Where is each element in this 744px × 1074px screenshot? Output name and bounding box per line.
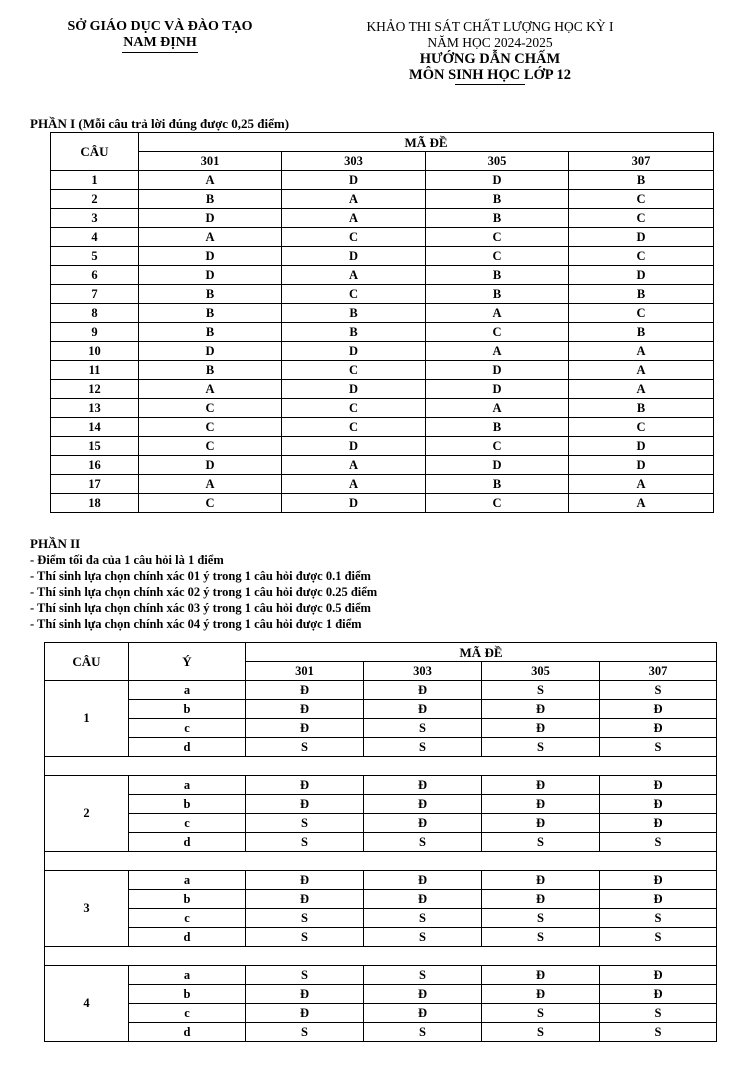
exam-heading — [330, 19, 650, 85]
statement-letter: c — [129, 1004, 246, 1023]
answer-cell: S — [482, 909, 600, 928]
answer-cell: C — [426, 323, 569, 342]
table-row — [51, 418, 714, 437]
table-row — [51, 323, 714, 342]
answer-cell: D — [139, 209, 282, 228]
question-number: 3 — [51, 209, 139, 228]
scoring-note: - Điểm tối đa của 1 câu hỏi là 1 điểm — [30, 553, 224, 567]
answer-cell: S — [482, 833, 600, 852]
answer-cell: S — [482, 928, 600, 947]
answer-cell: Đ — [246, 1004, 364, 1023]
answer-cell: S — [600, 1004, 717, 1023]
table-row — [51, 266, 714, 285]
answer-cell: Đ — [482, 719, 600, 738]
answer-cell: A — [139, 380, 282, 399]
table-row — [45, 1004, 717, 1023]
part2-code-303: 303 — [364, 662, 482, 681]
answer-cell: S — [246, 738, 364, 757]
answer-cell: C — [282, 418, 426, 437]
answer-cell: C — [139, 494, 282, 513]
title-underline — [455, 84, 525, 85]
part2-notes — [30, 552, 377, 632]
statement-letter: d — [129, 738, 246, 757]
answer-cell: Đ — [364, 795, 482, 814]
statement-letter: a — [129, 966, 246, 985]
answer-cell: B — [426, 418, 569, 437]
question-number: 15 — [51, 437, 139, 456]
answer-cell: A — [569, 494, 714, 513]
table-row — [45, 966, 717, 985]
answer-cell: S — [246, 1023, 364, 1042]
question-number: 17 — [51, 475, 139, 494]
question-number: 9 — [51, 323, 139, 342]
question-number: 1 — [45, 681, 129, 757]
subject-title: MÔN SINH HỌC LỚP 12 — [409, 67, 571, 83]
answer-cell: S — [364, 966, 482, 985]
answer-cell: C — [139, 437, 282, 456]
answer-cell: A — [426, 304, 569, 323]
table-row — [45, 738, 717, 757]
answer-cell: S — [246, 814, 364, 833]
answer-cell: Đ — [246, 681, 364, 700]
answer-cell: B — [139, 285, 282, 304]
answer-cell: C — [282, 399, 426, 418]
answer-cell: Đ — [364, 985, 482, 1004]
statement-letter: a — [129, 871, 246, 890]
answer-cell: Đ — [364, 776, 482, 795]
answer-cell: B — [282, 323, 426, 342]
answer-cell: C — [139, 399, 282, 418]
answer-cell: B — [426, 475, 569, 494]
table-row — [45, 909, 717, 928]
part2-answer-table — [44, 642, 717, 1042]
answer-cell: Đ — [482, 871, 600, 890]
answer-cell: B — [139, 304, 282, 323]
question-number: 1 — [51, 171, 139, 190]
answer-cell: D — [282, 342, 426, 361]
answer-cell: D — [282, 437, 426, 456]
question-number: 4 — [45, 966, 129, 1042]
answer-cell: A — [569, 342, 714, 361]
answer-cell: Đ — [364, 681, 482, 700]
statement-letter: b — [129, 985, 246, 1004]
answer-cell: C — [569, 190, 714, 209]
question-number: 4 — [51, 228, 139, 247]
statement-letter: b — [129, 700, 246, 719]
table-row — [51, 399, 714, 418]
table-row — [51, 456, 714, 475]
part2-code-305: 305 — [482, 662, 600, 681]
statement-letter: c — [129, 909, 246, 928]
answer-cell: Đ — [246, 890, 364, 909]
spacer-row — [45, 852, 717, 871]
table-row — [45, 681, 717, 700]
answer-cell: B — [282, 304, 426, 323]
answer-cell: S — [246, 928, 364, 947]
statement-letter: a — [129, 681, 246, 700]
question-number: 18 — [51, 494, 139, 513]
answer-cell: B — [139, 361, 282, 380]
question-number: 3 — [45, 871, 129, 947]
answer-cell: B — [569, 171, 714, 190]
answer-cell: S — [600, 928, 717, 947]
answer-cell: D — [426, 380, 569, 399]
question-number: 8 — [51, 304, 139, 323]
answer-cell: D — [139, 342, 282, 361]
answer-cell: S — [364, 909, 482, 928]
answer-cell: D — [426, 456, 569, 475]
answer-cell: Đ — [246, 795, 364, 814]
question-number: 14 — [51, 418, 139, 437]
statement-letter: c — [129, 814, 246, 833]
answer-cell: A — [282, 456, 426, 475]
answer-cell: Đ — [482, 814, 600, 833]
answer-cell: Đ — [600, 814, 717, 833]
org-line-2: NAM ĐỊNH — [123, 35, 197, 50]
question-number: 11 — [51, 361, 139, 380]
part1-title: PHẦN I (Mỗi câu trả lời đúng được 0,25 điểm) — [30, 116, 290, 131]
answer-cell: D — [139, 247, 282, 266]
table-row — [45, 814, 717, 833]
answer-cell: S — [482, 738, 600, 757]
answer-cell: A — [282, 209, 426, 228]
answer-cell: S — [600, 909, 717, 928]
part1-header-cau: CÂU — [51, 133, 139, 171]
table-row — [51, 475, 714, 494]
table-row — [51, 190, 714, 209]
statement-letter: d — [129, 928, 246, 947]
part1-code-305: 305 — [426, 152, 569, 171]
answer-cell: A — [282, 266, 426, 285]
answer-cell: C — [569, 418, 714, 437]
part2-header-made: MÃ ĐỀ — [246, 643, 717, 662]
answer-cell: D — [139, 266, 282, 285]
answer-cell: Đ — [482, 700, 600, 719]
answer-cell: A — [282, 475, 426, 494]
table-row — [51, 437, 714, 456]
table-row — [45, 890, 717, 909]
answer-cell: S — [246, 833, 364, 852]
scoring-note: - Thí sinh lựa chọn chính xác 02 ý trong 1 câu hỏi được 0.25 điểm — [30, 585, 378, 599]
answer-cell: Đ — [246, 985, 364, 1004]
answer-cell: D — [139, 456, 282, 475]
table-row — [45, 776, 717, 795]
answer-cell: Đ — [482, 966, 600, 985]
answer-cell: A — [282, 190, 426, 209]
question-number: 2 — [45, 776, 129, 852]
answer-cell: Đ — [600, 966, 717, 985]
answer-cell: A — [139, 228, 282, 247]
issuing-organization — [40, 19, 280, 53]
scoring-note: - Thí sinh lựa chọn chính xác 03 ý trong 1 câu hỏi được 0.5 điểm — [30, 601, 371, 615]
spacer-cell — [45, 757, 717, 776]
table-row — [51, 494, 714, 513]
exam-line-1: KHẢO THI SÁT CHẤT LƯỢNG HỌC KỲ I — [366, 19, 614, 34]
org-underline — [122, 52, 198, 53]
answer-cell: Đ — [246, 871, 364, 890]
answer-cell: S — [246, 966, 364, 985]
table-row — [45, 985, 717, 1004]
answer-cell: Đ — [482, 795, 600, 814]
part2-header-cau: CÂU — [45, 643, 129, 681]
statement-letter: a — [129, 776, 246, 795]
answer-cell: B — [139, 323, 282, 342]
answer-cell: D — [282, 494, 426, 513]
answer-cell: B — [569, 399, 714, 418]
answer-cell: Đ — [364, 1004, 482, 1023]
answer-cell: C — [282, 361, 426, 380]
question-number: 16 — [51, 456, 139, 475]
answer-cell: D — [569, 266, 714, 285]
question-number: 7 — [51, 285, 139, 304]
answer-cell: D — [569, 437, 714, 456]
table-row — [45, 1023, 717, 1042]
answer-cell: B — [569, 323, 714, 342]
part1-code-303: 303 — [282, 152, 426, 171]
answer-cell: A — [426, 342, 569, 361]
answer-cell: B — [426, 266, 569, 285]
question-number: 13 — [51, 399, 139, 418]
answer-cell: C — [426, 437, 569, 456]
spacer-row — [45, 947, 717, 966]
statement-letter: c — [129, 719, 246, 738]
answer-cell: A — [139, 475, 282, 494]
table-row — [45, 833, 717, 852]
part1-header-made: MÃ ĐỀ — [139, 133, 714, 152]
question-number: 10 — [51, 342, 139, 361]
answer-cell: B — [569, 285, 714, 304]
statement-letter: d — [129, 833, 246, 852]
answer-cell: A — [569, 361, 714, 380]
answer-cell: S — [364, 928, 482, 947]
answer-cell: C — [426, 494, 569, 513]
answer-cell: C — [426, 228, 569, 247]
answer-cell: S — [600, 833, 717, 852]
spacer-row — [45, 757, 717, 776]
table-row — [51, 380, 714, 399]
table-row — [51, 285, 714, 304]
answer-cell: S — [364, 833, 482, 852]
answer-cell: C — [569, 304, 714, 323]
scoring-note: - Thí sinh lựa chọn chính xác 01 ý trong 1 câu hỏi được 0.1 điểm — [30, 569, 371, 583]
table-row — [45, 719, 717, 738]
answer-cell: C — [282, 228, 426, 247]
table-row — [45, 795, 717, 814]
answer-cell: S — [600, 681, 717, 700]
answer-cell: A — [569, 475, 714, 494]
answer-cell: Đ — [364, 814, 482, 833]
table-row — [51, 209, 714, 228]
answer-cell: S — [482, 681, 600, 700]
part2-code-301: 301 — [246, 662, 364, 681]
answer-cell: S — [600, 1023, 717, 1042]
table-row — [51, 361, 714, 380]
part2-title: PHẦN II — [30, 536, 81, 551]
answer-cell: Đ — [600, 719, 717, 738]
answer-cell: D — [426, 171, 569, 190]
answer-cell: C — [426, 247, 569, 266]
table-row — [51, 247, 714, 266]
answer-cell: B — [139, 190, 282, 209]
spacer-cell — [45, 947, 717, 966]
answer-cell: Đ — [600, 890, 717, 909]
answer-cell: Đ — [246, 776, 364, 795]
answer-cell: S — [246, 909, 364, 928]
org-line-1: SỞ GIÁO DỤC VÀ ĐÀO TẠO — [67, 19, 253, 34]
answer-cell: D — [426, 361, 569, 380]
answer-cell: D — [569, 456, 714, 475]
answer-cell: D — [282, 171, 426, 190]
part2-code-307: 307 — [600, 662, 717, 681]
question-number: 12 — [51, 380, 139, 399]
table-row — [51, 304, 714, 323]
answer-cell: D — [282, 380, 426, 399]
answer-cell: Đ — [482, 985, 600, 1004]
table-row — [45, 700, 717, 719]
answer-cell: Đ — [600, 776, 717, 795]
answer-cell: B — [426, 209, 569, 228]
answer-cell: Đ — [600, 871, 717, 890]
answer-cell: Đ — [246, 700, 364, 719]
table-row — [51, 171, 714, 190]
table-row — [51, 228, 714, 247]
part1-code-307: 307 — [569, 152, 714, 171]
answer-cell: S — [482, 1004, 600, 1023]
exam-line-2: NĂM HỌC 2024-2025 — [427, 35, 553, 50]
answer-cell: Đ — [364, 700, 482, 719]
answer-cell: S — [600, 738, 717, 757]
answer-cell: Đ — [364, 890, 482, 909]
answer-cell: C — [569, 247, 714, 266]
answer-cell: B — [426, 285, 569, 304]
answer-cell: D — [569, 228, 714, 247]
answer-cell: S — [364, 719, 482, 738]
answer-cell: Đ — [600, 985, 717, 1004]
answer-cell: A — [569, 380, 714, 399]
answer-cell: B — [426, 190, 569, 209]
statement-letter: d — [129, 1023, 246, 1042]
guide-title: HƯỚNG DẪN CHẤM — [419, 51, 561, 67]
statement-letter: b — [129, 795, 246, 814]
statement-letter: b — [129, 890, 246, 909]
answer-cell: Đ — [482, 890, 600, 909]
answer-cell: Đ — [600, 795, 717, 814]
answer-cell: D — [282, 247, 426, 266]
spacer-cell — [45, 852, 717, 871]
part1-code-301: 301 — [139, 152, 282, 171]
answer-cell: Đ — [246, 719, 364, 738]
answer-cell: S — [482, 1023, 600, 1042]
answer-cell: C — [139, 418, 282, 437]
table-row — [45, 871, 717, 890]
question-number: 6 — [51, 266, 139, 285]
table-row — [51, 342, 714, 361]
answer-cell: Đ — [482, 776, 600, 795]
part1-answer-table — [50, 132, 714, 513]
answer-cell: C — [569, 209, 714, 228]
answer-cell: C — [282, 285, 426, 304]
answer-cell: A — [139, 171, 282, 190]
part2-header-y: Ý — [129, 643, 246, 681]
scoring-note: - Thí sinh lựa chọn chính xác 04 ý trong 1 câu hỏi được 1 điểm — [30, 617, 362, 631]
question-number: 2 — [51, 190, 139, 209]
answer-cell: S — [364, 738, 482, 757]
answer-cell: S — [364, 1023, 482, 1042]
answer-cell: Đ — [600, 700, 717, 719]
question-number: 5 — [51, 247, 139, 266]
table-row — [45, 928, 717, 947]
answer-cell: A — [426, 399, 569, 418]
answer-cell: Đ — [364, 871, 482, 890]
